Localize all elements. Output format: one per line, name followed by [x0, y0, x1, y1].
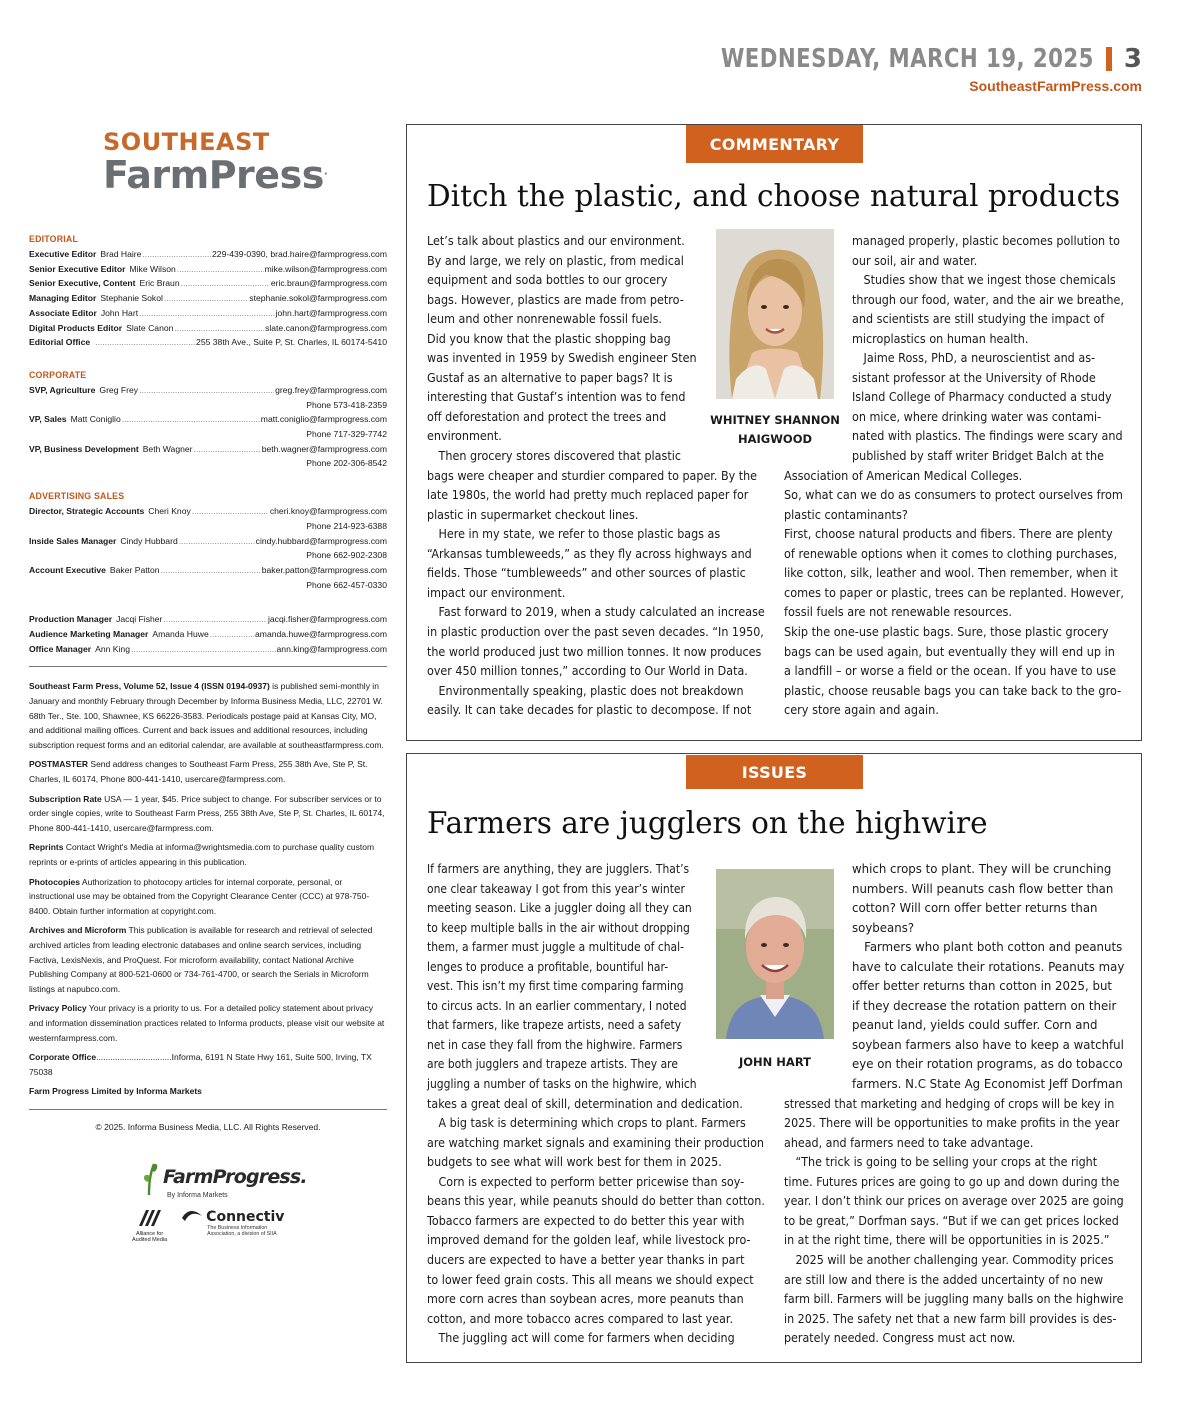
text-line: them, a farmer must juggle a multitude of chal- — [427, 939, 685, 955]
divider — [29, 1109, 387, 1110]
masthead-row: Production Manager Jacqi Fisher ..... jacqi.fisher@farmprogress.com — [29, 612, 387, 627]
section-heading: EDITORIAL — [29, 234, 79, 244]
header-divider — [1106, 47, 1112, 71]
text-line: on mice, where drinking water was contami- — [852, 408, 1102, 424]
masthead-row: Inside Sales Manager Cindy Hubbard ..... cindy.hubbard@farmprogress.com — [29, 534, 387, 549]
text-line: Environmentally speaking, plastic does not breakdown — [438, 682, 744, 698]
publication-item: Subscription Rate USA — 1 year, $45. Price subject to change. For subscriber services or to order single copies, write to Southeast Farm Press, 255 38th Ave, Ste P, St. Charles, IL 60174, Phone 800-441-1410, usercare@farmpress.com. — [29, 793, 385, 833]
text-line: easily. It can take decades for plastic to decompose. If not — [427, 702, 752, 718]
text-line: equipment and soda bottles to our grocery — [427, 272, 668, 288]
text-line: microplastics on human health. — [852, 330, 1029, 346]
text-line: net in case they fall from the highwire. Farmers — [427, 1036, 683, 1052]
aam-mark-icon — [137, 1209, 163, 1227]
masthead-row: Director, Strategic Accounts Cheri Knoy ..... cheri.knoy@farmprogress.com — [29, 504, 387, 519]
text-line: managed properly, plastic becomes pollution to — [852, 233, 1120, 248]
text-line: Island College of Pharmacy conducted a study — [852, 389, 1112, 405]
text-line: stressed that marketing and hedging of crops will be key in — [784, 1095, 1115, 1111]
text-line: to lower feed grain costs. This all means we should expect — [427, 1271, 754, 1287]
masthead-row: Managing Editor Stephanie Sokol ..... stephanie.sokol@farmprogress.com — [29, 291, 387, 306]
author-portrait-man-icon — [716, 869, 834, 1039]
text-line: Let’s talk about plastics and our environment. — [427, 233, 685, 248]
section-tag: ISSUES — [686, 755, 863, 789]
text-line: and scientists are still studying the impact of — [852, 311, 1105, 327]
text-line: cotton? Will corn offer better returns than — [852, 900, 1098, 916]
association-logos — [132, 1209, 387, 1243]
text-line: offer better returns than cotton in 2025, but — [852, 978, 1113, 994]
masthead-phone: Phone 573-418-2359 — [306, 399, 387, 410]
publication-info — [29, 679, 387, 1098]
text-line: beans this year, while peanuts should do better than cotton. — [427, 1193, 765, 1209]
text-line: Corn is expected to perform better pricewise than soy- — [438, 1173, 745, 1189]
author-photo — [716, 869, 834, 1039]
text-line: juggling a number of tasks on the highwire, which — [427, 1076, 697, 1092]
text-line: impact our environment. — [427, 584, 566, 600]
text-line: cery store again and again. — [784, 702, 939, 718]
masthead-row: VP, Sales Matt Coniglio ..... matt.coniglio@farmprogress.com — [29, 412, 387, 427]
text-line: bags can be used again, but eventually they will end up in — [784, 643, 1115, 659]
text-line: fields. Those “tumbleweeds” and other sources of plastic — [427, 565, 746, 581]
text-line: soybean farmers also have to keep a watchful — [852, 1036, 1124, 1052]
text-line: late 1980s, the world had pretty much replaced paper for — [427, 487, 749, 503]
text-line: bags were cheaper and sturdier compared to paper. By the — [427, 467, 758, 483]
text-line: Jaime Ross, PhD, a neuroscientist and as- — [863, 350, 1096, 366]
text-line: off deforestation and protect the trees and — [427, 408, 667, 424]
text-line: plastic, choose reusable bags you can take back to the gro- — [784, 682, 1122, 698]
text-line: The juggling act will come for farmers when deciding — [438, 1330, 735, 1346]
text-line: Fast forward to 2019, when a study calculated an increase — [438, 604, 765, 620]
publication-item: Privacy Policy Your privacy is a priority to us. For a detailed policy statement about privacy and information dissemination practices related to Informa products, please visit our website at westernfarmpress.com. — [29, 1003, 385, 1043]
text-line: a landfill – or worse a field or the ocean. If you have to use — [784, 663, 1117, 679]
text-line: farmers. N.C State Ag Economist Jeff Dorfman — [852, 1076, 1123, 1092]
section-heading: ADVERTISING SALES — [29, 491, 125, 502]
publication-item: POSTMASTER Send address changes to Southeast Farm Press, 255 38th Ave, Ste P, St. Charles, IL 60174, Phone 800-441-1410, usercare@farmpress.com. — [29, 759, 368, 785]
masthead-row: Senior Executive, Content Eric Braun ..... eric.braun@farmprogress.com — [29, 276, 387, 291]
masthead-corporate — [29, 370, 387, 471]
masthead-phone: Phone 662-457-0330 — [306, 579, 387, 590]
text-line: lenges to produce a profitable, bountiful har- — [427, 958, 669, 974]
text-line: over 450 million tonnes,” according to Our World in Data. — [427, 663, 748, 679]
text-line: plastic in supermarket checkout lines. — [427, 506, 639, 522]
text-line: in plastic production over the past seven decades. “In 1950, — [427, 623, 764, 639]
text-line: First, choose natural products and fibers. There are plenty — [784, 526, 1113, 542]
publication-item: Reprints Contact Wright's Media at informa@wrightsmedia.com to purchase quality custom reprints or e-prints of articles appearing in this publication. — [29, 842, 375, 867]
masthead-phone: Phone 202-306-8542 — [306, 458, 387, 469]
text-line: in at the right time, there will be opportunities in is 2025.” — [784, 1232, 1110, 1248]
text-line: fossil fuels are not renewable resources. — [784, 604, 1013, 620]
text-line: leum and other nonrenewable fossil fuels. — [427, 311, 662, 327]
page-number: 3 — [1123, 44, 1142, 74]
masthead-production — [29, 612, 387, 656]
text-line: farm bill. Farmers will be juggling many balls on the highwire — [784, 1291, 1124, 1307]
text-line: have to calculate their rotations. Peanuts may — [852, 958, 1125, 974]
text-line: time. Futures prices are going to go up and down during the — [784, 1173, 1120, 1189]
masthead-editorial — [29, 234, 387, 350]
author-photo — [716, 229, 834, 399]
publication-item: Photocopies Authorization to photocopy articles for internal corporate, personal, or instructional use may be obtained from the Copyright Clearance Center (CCC) at 978-750-8400. Obtain further information at copyright.com. — [29, 876, 370, 916]
section-heading: CORPORATE — [29, 369, 87, 380]
masthead-row: Associate Editor John Hart ..... john.hart@farmprogress.com — [29, 306, 387, 321]
text-line: Here in my state, we refer to those plastic bags as — [438, 526, 721, 542]
text-line: Skip the one-use plastic bags. Sure, those plastic grocery — [784, 623, 1109, 639]
article-body-col2-bottom — [784, 466, 1124, 720]
text-line: are watching market signals and examining their production — [427, 1134, 764, 1150]
text-line: bags. However, plastics are made from petro- — [427, 291, 684, 307]
copyright-notice: © 2025. Informa Business Media, LLC. All Rights Reserved. — [95, 1121, 321, 1132]
text-line: Did you know that the plastic shopping bag — [427, 330, 671, 346]
connectiv-logo: Connectiv The Business Information Association, a division of SIIA — [181, 1209, 284, 1237]
text-line: So, what can we do as consumers to protect ourselves from — [784, 487, 1123, 503]
text-line: cotton, and more tobacco acres compared to last year. — [427, 1310, 734, 1326]
text-line: are still low and there is the added uncertainty of no new — [784, 1271, 1104, 1287]
text-line: vest. This isn’t my first time comparing farming — [427, 978, 684, 994]
text-line: through our food, water, and the air we breathe, — [852, 291, 1124, 307]
text-line: our soil, air and water. — [852, 252, 978, 268]
masthead-advertising — [29, 491, 387, 592]
divider — [29, 666, 387, 667]
text-line: are both jugglers and trapeze artists. They are — [427, 1056, 678, 1072]
article-headline: Ditch the plastic, and choose natural products — [427, 179, 1121, 213]
text-line: published by staff writer Bridget Balch at the — [852, 448, 1105, 464]
article-body-col2-top — [852, 859, 1124, 1094]
text-line: peanut land, yields could suffer. Corn and — [852, 1017, 1098, 1033]
text-line: was invented in 1959 by Swedish engineer Sten — [427, 350, 697, 366]
text-line: in 2025. The safety net that a new farm bill provides is des- — [784, 1310, 1117, 1326]
text-line: comes to paper or plastic, trees can be replanted. However, — [784, 584, 1124, 600]
issues-article — [406, 753, 1142, 1363]
page-header — [639, 44, 1142, 94]
section-tag: COMMENTARY — [686, 125, 863, 163]
text-line: meeting season. Like a juggler doing all they can — [427, 900, 692, 916]
masthead-phone: Phone 717-329-7742 — [306, 429, 387, 440]
masthead-row: Digital Products Editor Slate Canon ..... slate.canon@farmprogress.com — [29, 321, 387, 336]
text-line: the world produced just two million tonnes. It now produces — [427, 643, 762, 659]
masthead-row: Office Manager Ann King ..... ann.king@farmprogress.com — [29, 642, 387, 657]
text-line: to be great,” Dorfman says. “But if we can get prices locked — [784, 1212, 1119, 1228]
text-line: budgets to see what will work best for them in 2025. — [427, 1154, 722, 1170]
masthead-phone: Phone 214-923-6388 — [306, 520, 387, 531]
text-line: environment. — [427, 428, 502, 444]
text-line: By and large, we rely on plastic, from medical — [427, 252, 684, 268]
text-line: interesting that Gustaf’s intention was to fend — [427, 389, 686, 405]
masthead-row: Account Executive Baker Patton ..... baker.patton@farmprogress.com — [29, 563, 387, 578]
text-line: to circus acts. In an earlier commentary, I noted — [427, 997, 687, 1013]
author-portrait-woman-icon — [716, 229, 834, 399]
publication-statement: Southeast Farm Press, Volume 52, Issue 4 (ISSN 0194-0937) is published semi-monthly in January and monthly February through December by Informa Business Media, LLC, 22701 W. 68th Ter., Ste. 100, Shawnee, KS 66226-3583. Periodicals postage paid at Kansas City, MO, and additional mailing offices. Current and back issues and additional resources, including subscription request forms and an editorial calendar, are available at southeastfarmpress.com. — [29, 681, 384, 750]
text-line: numbers. Will peanuts cash flow better than — [852, 880, 1114, 896]
text-line: 2025 will be another challenging year. Commodity prices — [795, 1251, 1114, 1267]
text-line: Tobacco farmers are expected to do better this year with — [427, 1212, 745, 1228]
site-url[interactable]: SoutheastFarmPress.com — [969, 78, 1142, 94]
article-body-col1-bottom — [427, 1094, 765, 1348]
article-body-col2-top — [852, 231, 1124, 466]
publication-item: Archives and Microform This publication is available for research and retrieval of selected archived articles from leading electronic databases and online search services, including Factiva, LexisNexis, and ProQuest. For microform availability, contact National Archive Publishing Company at 800-521-0600 or 734-761-4700, or search the Serials in Microform listings at napubco.com. — [29, 925, 373, 994]
text-line: more corn acres than soybean acres, more peanuts than — [427, 1291, 744, 1307]
masthead-sidebar — [29, 128, 387, 1243]
text-line: takes a great deal of skill, determination and dedication. — [427, 1095, 743, 1111]
commentary-article — [406, 124, 1142, 741]
corporate-office: Corporate Office................................Informa, 6191 N State Hwy 161, Suite 500, Irving, TX 75038 — [29, 1052, 372, 1077]
text-line: Studies show that we ingest those chemicals — [863, 272, 1116, 288]
author-byline: WHITNEY SHANNON HAIGWOOD — [710, 413, 840, 446]
masthead-row: VP, Business Development Beth Wagner ..... beth.wagner@farmprogress.com — [29, 442, 387, 457]
publisher-line: Farm Progress Limited by Informa Markets — [29, 1086, 202, 1097]
connectiv-swoosh-icon — [181, 1209, 203, 1223]
masthead-row: Senior Executive Editor Mike Wilson ..... mike.wilson@farmprogress.com — [29, 262, 387, 277]
text-line: ahead, and farmers need to take advantage. — [784, 1134, 1034, 1150]
text-line: ducers are expected to have a better year thanks in part — [427, 1251, 745, 1267]
text-line: improved demand for the golden leaf, while livestock pro- — [427, 1232, 751, 1248]
text-line: if they decrease the rotation pattern on their — [852, 997, 1117, 1013]
text-line: “Arkansas tumbleweeds,” as they fly across highways and — [427, 545, 752, 561]
text-line: plastic contaminants? — [784, 506, 908, 522]
text-line: of renewable options when it comes to clothing purchases, — [784, 545, 1118, 561]
article-body-col1-top — [427, 859, 697, 1094]
text-line: that farmers, like trapeze artists, need a safety — [427, 1017, 682, 1033]
text-line: Then grocery stores discovered that plastic — [438, 448, 681, 464]
article-body-col1-bottom — [427, 466, 765, 720]
text-line: perately needed. Congress must act now. — [784, 1330, 1016, 1346]
southeast-farm-press-logo: SOUTHEAST FarmPress. — [103, 128, 328, 197]
leaf-icon — [139, 1158, 159, 1196]
text-line: “The trick is going to be selling your crops at the right — [795, 1154, 1098, 1170]
text-line: A big task is determining which crops to plant. Farmers — [438, 1115, 746, 1131]
text-line: Gustaf as an alternative to paper bags? It is — [427, 369, 673, 385]
aam-logo: Alliance for Audited Media — [132, 1209, 167, 1243]
text-line: sistant professor at the University of Rhode — [852, 369, 1096, 385]
masthead-row: SVP, Agriculture Greg Frey ..... greg.frey@farmprogress.com — [29, 383, 387, 398]
text-line: eye on their rotation programs, as do tobacco — [852, 1056, 1123, 1072]
text-line: Association of American Medical Colleges. — [784, 467, 1023, 483]
masthead-row: Executive Editor Brad Haire ..... 229-439-0390, brad.haire@farmprogress.com — [29, 247, 387, 262]
text-line: which crops to plant. They will be crunching — [852, 861, 1112, 876]
article-headline: Farmers are jugglers on the highwire — [427, 806, 988, 840]
text-line: like cotton, silk, leather and wool. Then remember, when it — [784, 565, 1118, 581]
author-byline: JOHN HART — [738, 1055, 811, 1069]
text-line: nated with plastics. The findings were scary and — [852, 428, 1123, 444]
text-line: soybeans? — [852, 919, 915, 935]
text-line: one clear takeaway I got from this year’s winter — [427, 880, 685, 896]
article-body-col2-bottom — [784, 1094, 1124, 1348]
farm-progress-logo: FarmProgress. By Informa Markets — [139, 1158, 387, 1199]
text-line: to keep multiple balls in the air without dropping — [427, 919, 690, 935]
issue-date: WEDNESDAY, MARCH 19, 2025 — [720, 44, 1094, 74]
text-line: If farmers are anything, they are jugglers. That’s — [427, 861, 690, 876]
text-line: 2025. There will be opportunities to make profits in the year — [784, 1115, 1120, 1131]
masthead-row: Audience Marketing Manager Amanda Huwe ..... amanda.huwe@farmprogress.com — [29, 627, 387, 642]
text-line: Farmers who plant both cotton and peanuts — [864, 939, 1123, 955]
article-body-col1-top — [427, 231, 697, 466]
masthead-phone: Phone 662-902-2308 — [306, 550, 387, 561]
masthead-row: Editorial Office ..... 255 38th Ave., Suite P, St. Charles, IL 60174-5410 — [29, 335, 387, 350]
text-line: year. I don’t think our prices on average over 2025 are going — [784, 1193, 1124, 1209]
